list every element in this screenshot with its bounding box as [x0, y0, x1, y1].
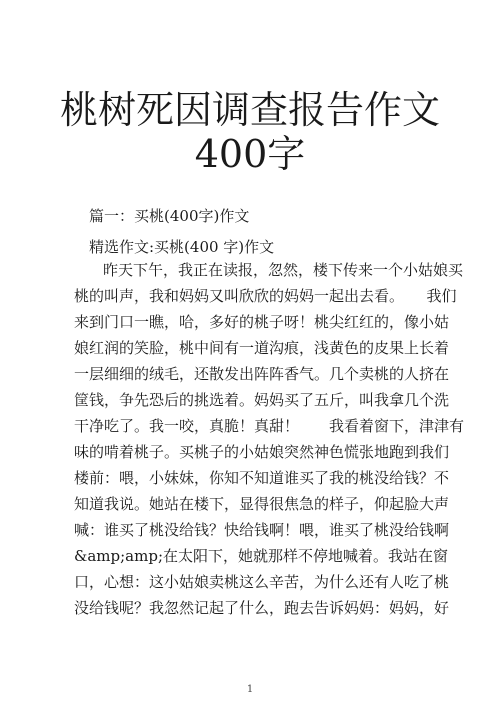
subsection-heading: 精选作文:买桃(400 字)作文 — [89, 238, 275, 256]
body-line: 喊：谁买了桃没给钱？快给钱啊！喂，谁买了桃没给钱啊 — [74, 521, 450, 539]
document-title-line-1: 桃树死因调查报告作文 — [59, 88, 440, 132]
body-line: 味的啃着桃子。买桃子的小姑娘突然神色慌张地跑到我们 — [74, 443, 450, 461]
body-line: 知道我说。她站在楼下，显得很焦急的样子，仰起脸大声 — [74, 495, 450, 513]
section-heading: 篇一：买桃(400字)作文 — [89, 207, 250, 225]
body-line: 一层细细的绒毛，还散发出阵阵香气。几个卖桃的人挤在 — [74, 365, 450, 383]
body-line: 筐钱，争先恐后的挑选着。妈妈买了五斤，叫我拿几个洗 — [74, 391, 450, 409]
body-line: 娘红润的笑脸，桃中间有一道沟痕，浅黄色的皮果上长着 — [74, 339, 450, 357]
page-number: 1 — [246, 684, 254, 695]
document-title-line-2: 400字 — [194, 132, 306, 176]
body-line: 来到门口一瞧，哈，多好的桃子呀！桃尖红红的，像小姑 — [74, 313, 450, 331]
body-line: 昨天下午，我正在读报，忽然，楼下传来一个小姑娘买 — [103, 261, 464, 279]
body-line: 口，心想：这小姑娘卖桃这么辛苦，为什么还有人吃了桃 — [74, 573, 450, 591]
body-line: &amp;amp;在太阳下，她就那样不停地喊着。我站在窗 — [74, 547, 448, 565]
body-paragraph — [74, 257, 465, 621]
body-line: 没给钱呢？我忽然记起了什么，跑去告诉妈妈：妈妈，好 — [74, 599, 450, 617]
body-line: 桃的叫声，我和妈妈又叫欣欣的妈妈一起出去看。 我们 — [74, 287, 457, 305]
body-line: 楼前：喂，小妹妹，你知不知道谁买了我的桃没给钱？不 — [74, 469, 450, 487]
body-line: 干净吃了。我一咬，真脆！真甜！ 我看着窗下，津津有 — [74, 417, 465, 435]
